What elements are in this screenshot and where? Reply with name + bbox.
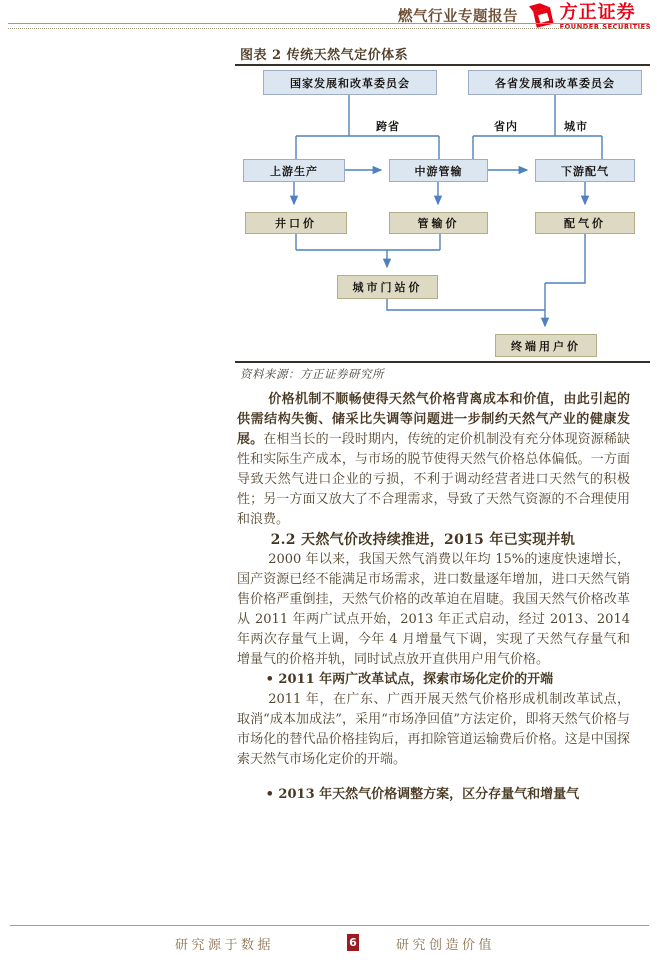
logo-name-cn: 方正证券 — [559, 1, 636, 23]
paragraph-2011-detail: 2011 年，在广东、广西开展天然气价格形成机制改革试点，取消“成本加成法”，采用“市场净回值”方法定价，即将天然气价格与市场化的替代品价格挂钩后，再扣除管道运输费后价格。这是中国探索天然气市场化定价的开端。 — [237, 692, 630, 767]
header-rule-dotted — [8, 28, 649, 29]
bullet-2013-adjustment: • 2013 年天然气价格调整方案，区分存量气和增量气 — [265, 787, 580, 802]
figure-caption: 图表 2 传统天然气定价体系 — [240, 48, 409, 63]
node-provincial-committee: 各省发展和改革委员会 — [468, 70, 642, 95]
logo-name-en: FOUNDER SECURITIES — [559, 22, 651, 31]
footer-rule — [10, 925, 649, 926]
paragraph-price-mechanism — [237, 390, 630, 530]
pricing-system-diagram — [235, 66, 650, 361]
header-rule-solid — [8, 23, 649, 24]
paragraph-reform-history: 2000 年以来，我国天然气消费以年均 15%的速度快速增长，国产资源已经不能满足市场需求，进口数量逐年增加，进口天然气销售价格严重倒挂，天然气价格的改革迫在眉睫。我国天然气价格改革从 2011 年两广试点开始，2013 年正式启动，经过 2013、2014 年两次存量气上调，今年 4 月增量气下调，实现了天然气存量气和增量气的价格并轨，同时试点放开直供用户用气价格。 — [237, 552, 630, 667]
bullet-2011-pilot: • 2011 年两广改革试点，探索市场化定价的开端 — [265, 672, 554, 687]
page-number-badge: 6 — [347, 934, 359, 951]
paragraph-rest: 在相当长的一段时期内，传统的定价机制没有充分体现资源稀缺性和实际生产成本，与市场的脱节使得天然气价格总体偏低。一方面导致天然气进口企业的亏损，不利于调动经营者进口天然气的积极性；另一方面又放大了不合理需求，导致了天然气资源的不合理使用和浪费。 — [237, 432, 630, 527]
node-distribution-price: 配气价 — [535, 212, 635, 234]
edge-label-cross-province: 跨省 — [376, 120, 400, 133]
node-citygate-price: 城市门站价 — [337, 275, 438, 299]
footer-slogan-left: 研究源于数据 — [175, 938, 275, 953]
section-heading-2-2: 2.2 天然气价改持续推进，2015 年已实现并轨 — [270, 532, 576, 548]
figure-rule-bottom — [235, 361, 650, 363]
body-text-column — [237, 390, 630, 805]
node-enduser-price: 终端用户价 — [495, 334, 597, 357]
node-upstream-production: 上游生产 — [243, 159, 345, 182]
node-pipeline-price: 管输价 — [389, 212, 488, 234]
figure-source-note: 资料来源：方正证券研究所 — [240, 367, 384, 381]
node-downstream-distribution: 下游配气 — [535, 159, 635, 182]
node-wellhead-price: 井口价 — [245, 212, 347, 234]
edge-label-in-province: 省内 — [494, 120, 518, 133]
paragraph-bold-lead: 价格机制不顺畅使得天然气价格背离成本和价值，由此引起的供需结构失衡、储采比失调等问题进一步制约天然气产业的健康发展。 — [237, 392, 630, 447]
footer-slogan-right: 研究创造价值 — [396, 938, 496, 953]
node-midstream-pipeline: 中游管输 — [389, 159, 488, 182]
report-type-title: 燃气行业专题报告 — [398, 9, 518, 25]
node-national-committee: 国家发展和改革委员会 — [263, 70, 437, 95]
edge-label-city: 城市 — [564, 120, 588, 133]
